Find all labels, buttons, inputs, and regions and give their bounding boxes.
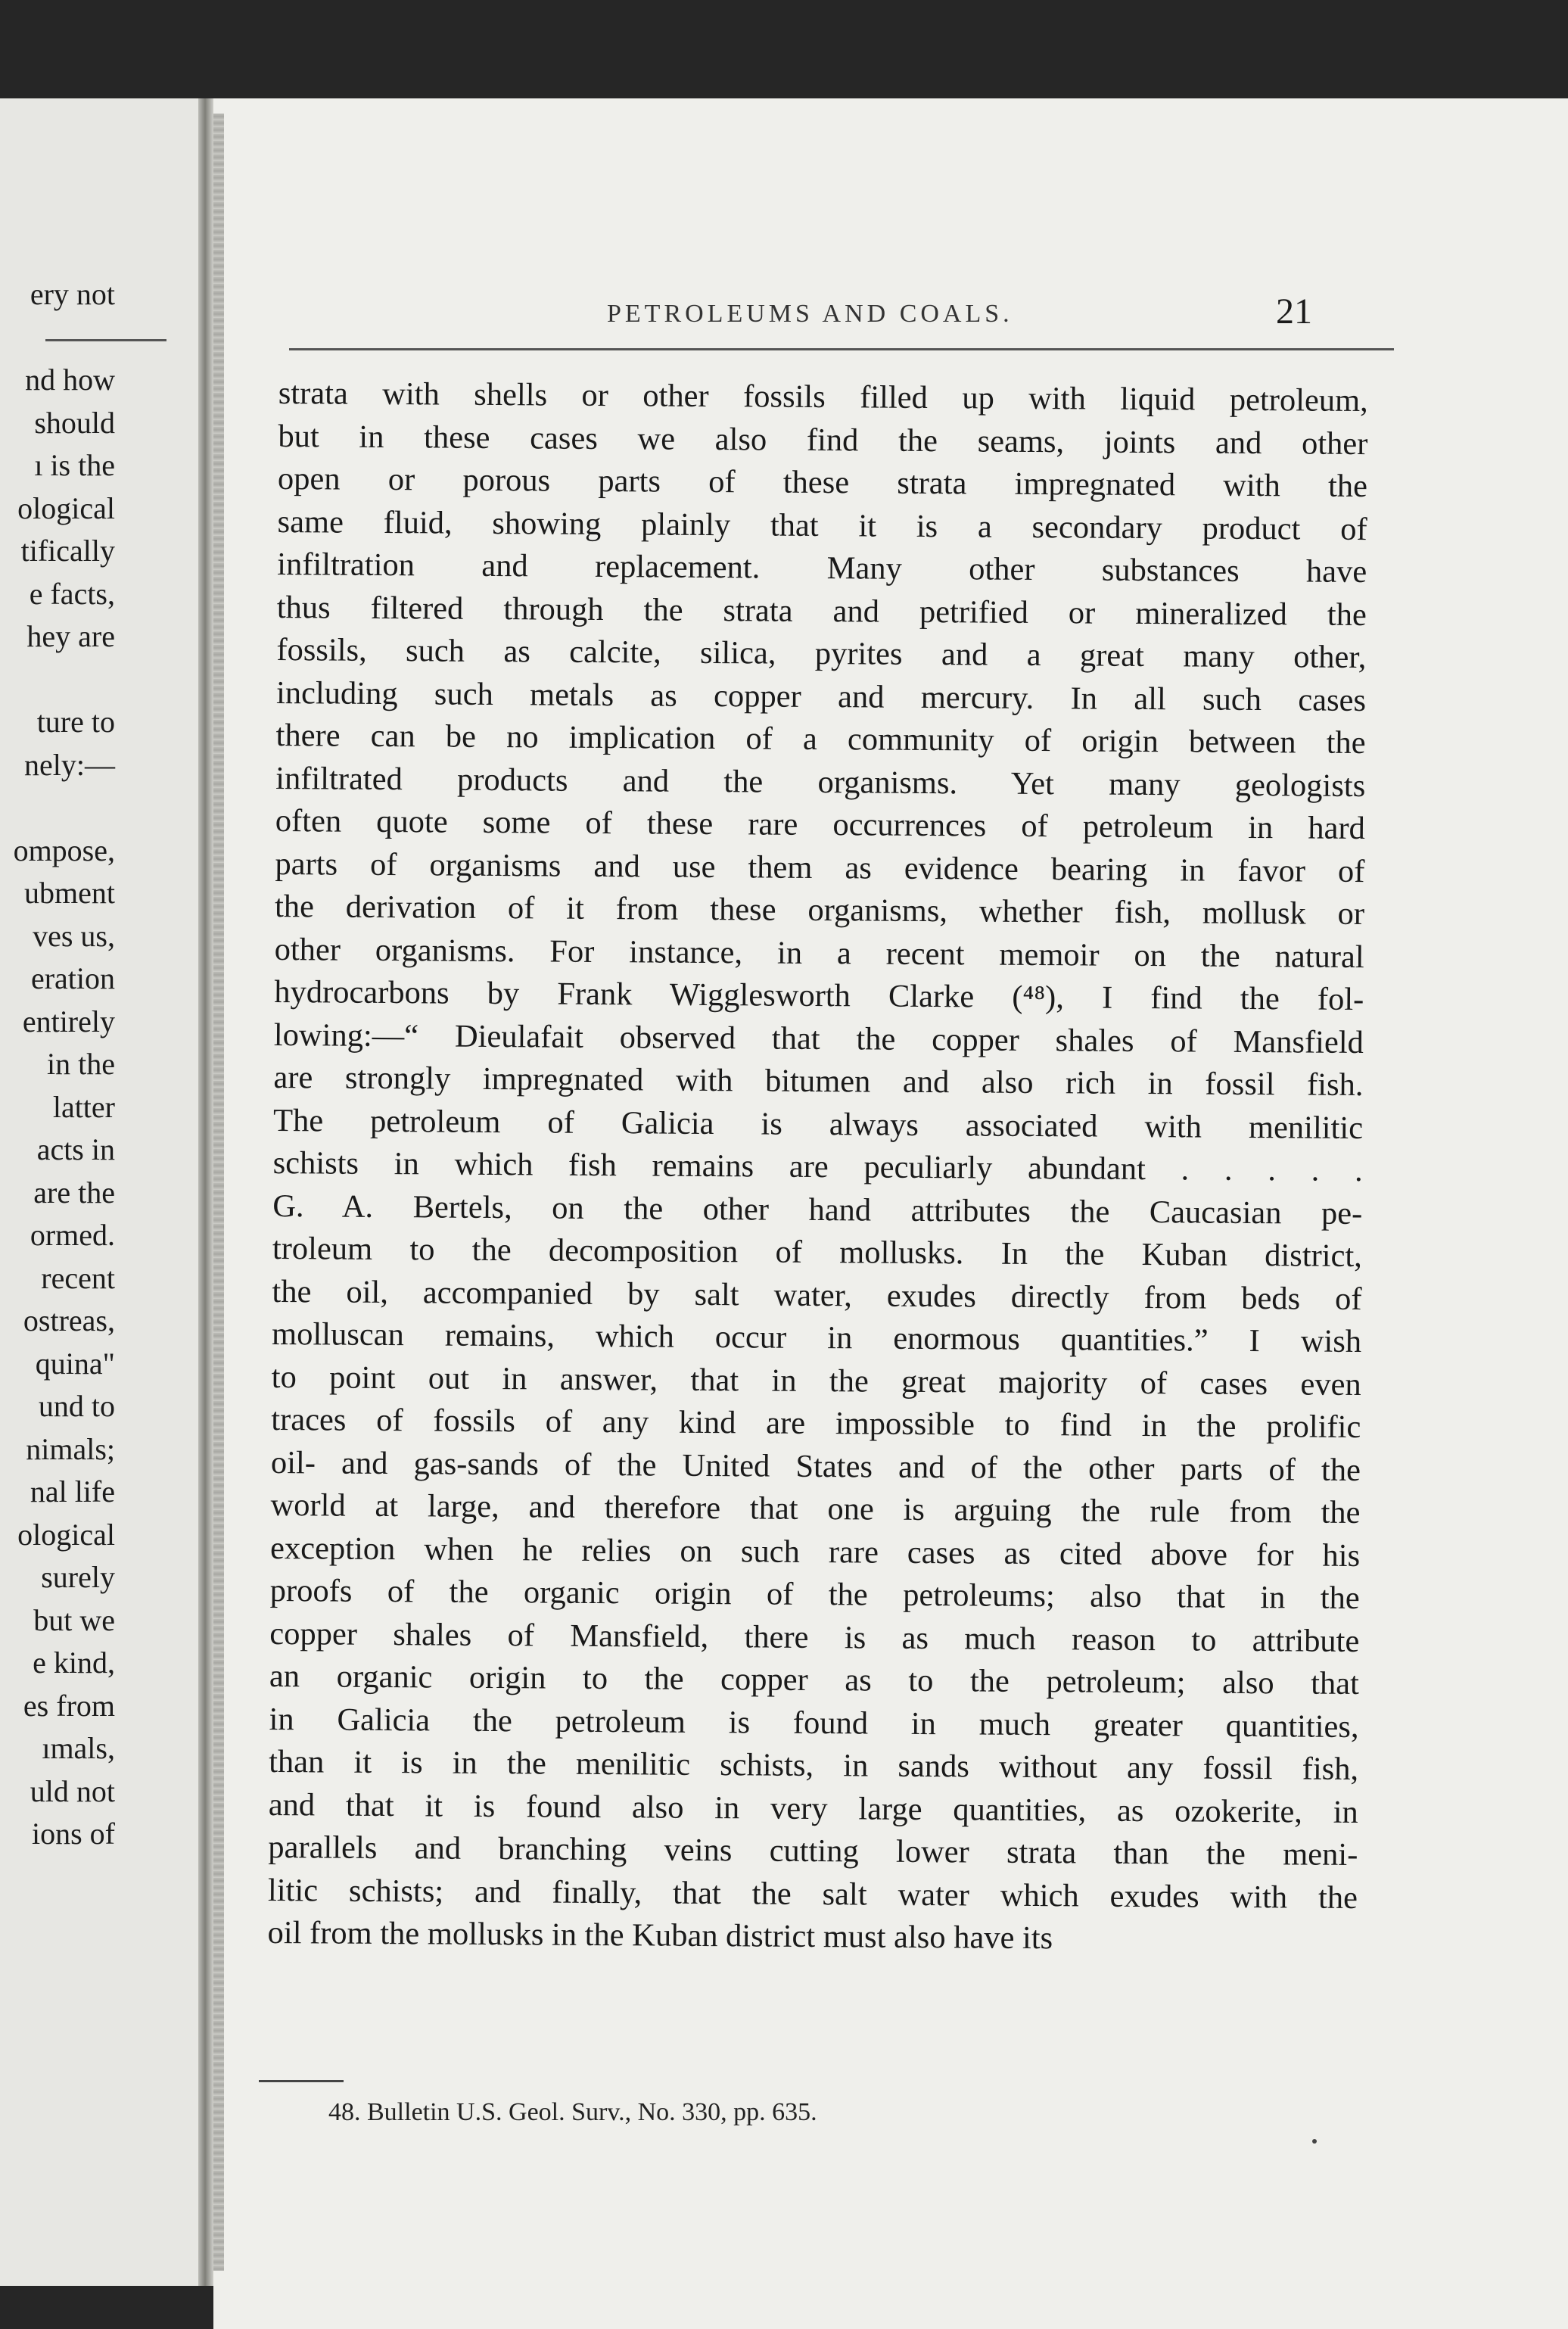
text-line: the derivation of it from these organisms, whether fish, mollusk or	[274, 888, 1365, 933]
left-page-line: ves us,	[33, 918, 115, 953]
text-line: thus filtered through the strata and petrified or mineralized the	[276, 589, 1367, 633]
left-page-line: ery not	[30, 277, 115, 311]
left-page-line: nal life	[30, 1474, 115, 1509]
left-page-line: nimals;	[26, 1431, 115, 1466]
text-line: troleum to the decomposition of mollusks. In the Kuban district,	[272, 1230, 1363, 1275]
left-page-line: recent	[41, 1260, 115, 1295]
left-page-line: eration	[30, 961, 115, 995]
header-rule	[289, 348, 1394, 350]
text-line: proofs of the organic origin of the petroleums; also that in the	[269, 1572, 1360, 1617]
text-line: than it is in the menilitic schists, in sands without any fossil fish,	[269, 1743, 1359, 1788]
text-line: including such metals as copper and mercury. In all such cases	[275, 674, 1367, 718]
text-line: schists in which fish remains are peculiarly abundant . . . . .	[272, 1144, 1363, 1189]
page-number: 21	[1276, 291, 1312, 332]
left-page	[0, 98, 198, 2286]
left-page-line: nely:—	[24, 747, 115, 782]
left-page-rule	[45, 339, 166, 341]
left-page-line: es from	[23, 1688, 115, 1723]
text-line: copper shales of Mansfield, there is as much reason to attribute	[269, 1615, 1360, 1659]
text-line: in Galicia the petroleum is found in much greater quantities,	[269, 1701, 1359, 1745]
text-line: molluscan remains, which occur in enormous quantities.” I wish	[271, 1316, 1362, 1360]
text-line: litic schists; and finally, that the salt water which exudes with the	[267, 1872, 1358, 1916]
text-line: parts of organisms and use them as evidence bearing in favor of	[275, 845, 1365, 889]
text-line: often quote some of these rare occurrences of petroleum in hard	[275, 802, 1365, 847]
left-page-line: tifically	[20, 534, 115, 568]
running-head: PETROLEUMS AND COALS.	[607, 300, 1013, 328]
text-line: there can be no implication of a community of origin between the	[275, 717, 1366, 761]
text-line: strata with shells or other fossils filled up with liquid petroleum,	[278, 375, 1368, 419]
text-line: G. A. Bertels, on the other hand attributes the Caucasian pe-	[272, 1188, 1363, 1231]
left-page-line: uld not	[30, 1773, 115, 1808]
left-page-line: surely	[41, 1560, 115, 1594]
text-line: exception when he relies on such rare cases as cited above for his	[269, 1530, 1361, 1574]
text-line: an organic origin to the copper as to the petroleum; also that	[269, 1658, 1360, 1702]
left-page-line: ture to	[36, 705, 115, 739]
right-page	[213, 98, 1568, 2329]
left-page-line: e kind,	[33, 1646, 115, 1680]
text-line: oil from the mollusks in the Kuban district must also have its	[267, 1914, 1053, 1957]
text-line: the oil, accompanied by salt water, exudes directly from beds of	[272, 1273, 1362, 1317]
left-page-line: nd how	[25, 363, 115, 397]
left-page-line: latter	[52, 1089, 115, 1124]
paper-speck	[1312, 2139, 1317, 2144]
left-page-line: e facts,	[29, 576, 115, 611]
text-line: traces of fossils of any kind are impossible to find in the prolific	[271, 1401, 1361, 1446]
left-page-line: ormed.	[30, 1218, 115, 1252]
text-line: infiltrated products and the organisms. Yet many geologists	[275, 760, 1366, 804]
left-page-line: acts in	[36, 1132, 115, 1166]
left-page-line: ı is the	[34, 448, 115, 482]
text-line: same fluid, showing plainly that it is a secondary product of	[277, 503, 1367, 547]
book-gutter	[198, 98, 213, 2286]
left-page-line: ions of	[32, 1817, 115, 1851]
text-line: oil- and gas-sands of the United States and of the other parts of the	[270, 1444, 1361, 1488]
left-page-line: ological	[17, 1517, 115, 1552]
text-line: infiltration and replacement. Many other substances have	[277, 546, 1367, 590]
text-line: hydrocarbons by Frank Wigglesworth Clarke (⁴⁸), I find the fol-	[274, 973, 1364, 1018]
body-text	[267, 372, 1368, 1963]
text-line: other organisms. For instance, in a recent memoir on the natural	[274, 931, 1364, 975]
text-line: The petroleum of Galicia is always associated with menilitic	[272, 1102, 1364, 1146]
footnote-rule	[259, 2080, 344, 2082]
left-page-line: ompose,	[13, 833, 115, 867]
left-page-line: hey are	[26, 619, 115, 653]
text-line: to point out in answer, that in the great majority of cases even	[271, 1359, 1361, 1403]
text-line: are strongly impregnated with bitumen and also rich in fossil fish.	[273, 1059, 1364, 1104]
text-line: but in these cases we also find the seams, joints and other	[278, 418, 1368, 462]
gutter-strip	[213, 114, 224, 2271]
text-line: fossils, such as calcite, silica, pyrites and a great many other,	[276, 631, 1367, 676]
text-line: parallels and branching veins cutting lower strata than the meni-	[268, 1829, 1358, 1873]
left-page-line: ımals,	[42, 1731, 115, 1765]
text-line: world at large, and therefore that one is arguing the rule from the	[270, 1487, 1361, 1531]
left-page-line: should	[34, 405, 115, 440]
left-page-line: ubment	[24, 876, 115, 910]
left-page-line: but we	[33, 1602, 115, 1637]
text-line: and that it is found also in very large quantities, as ozokerite, in	[268, 1786, 1358, 1830]
footnote: 48. Bulletin U.S. Geol. Surv., No. 330, pp. 635.	[328, 2098, 817, 2126]
left-page-line: entirely	[22, 1004, 115, 1038]
left-page-line: in the	[47, 1047, 115, 1081]
left-page-line: ostreas,	[23, 1303, 115, 1337]
text-line: open or porous parts of these strata impregnated with the	[277, 460, 1368, 505]
text-line: lowing:—“ Dieulafait observed that the copper shales of Mansfield	[273, 1017, 1364, 1060]
left-page-line: ological	[17, 490, 115, 525]
left-page-line: und to	[38, 1389, 115, 1423]
left-page-line: are the	[33, 1175, 115, 1210]
left-page-line: quina"	[35, 1346, 115, 1381]
